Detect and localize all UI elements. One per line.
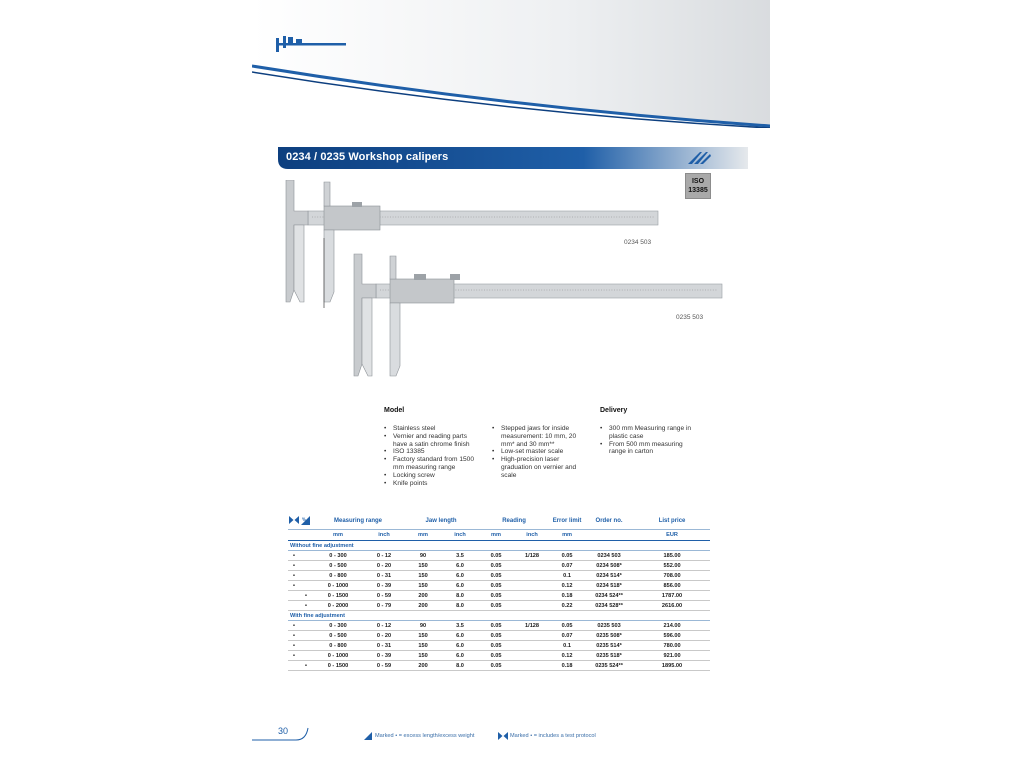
cell-jaw-mm: 150	[404, 561, 442, 571]
cell-price: 708.00	[634, 571, 710, 581]
cell-order: 0235 524**	[584, 661, 634, 671]
col-list-price: List price	[634, 513, 710, 530]
col-error-limit: Error limit	[550, 513, 584, 530]
cell-read-mm: 0.05	[478, 631, 514, 641]
cell-read-inch	[514, 651, 550, 661]
cell-read-mm: 0.05	[478, 571, 514, 581]
cell-inch: 0 - 31	[364, 571, 404, 581]
cell-protocol	[288, 601, 300, 611]
caliper-logo	[274, 34, 350, 56]
cell-protocol	[288, 591, 300, 601]
unit-mm: mm	[478, 530, 514, 541]
table-row	[288, 581, 710, 591]
table-row	[288, 661, 710, 671]
cell-excess: •	[300, 661, 312, 671]
cell-read-inch	[514, 601, 550, 611]
cell-read-inch	[514, 571, 550, 581]
table-group-row	[288, 611, 710, 621]
cell-err: 0.1	[550, 641, 584, 651]
cell-order: 0235 514*	[584, 641, 634, 651]
cell-read-mm: 0.05	[478, 601, 514, 611]
unit-inch: inch	[364, 530, 404, 541]
cell-price: 856.00	[634, 581, 710, 591]
cell-read-mm: 0.05	[478, 561, 514, 571]
cell-read-inch	[514, 631, 550, 641]
cell-jaw-inch: 3.5	[442, 621, 478, 631]
cell-jaw-inch: 3.5	[442, 551, 478, 561]
cell-err: 0.12	[550, 581, 584, 591]
cell-jaw-inch: 8.0	[442, 601, 478, 611]
cell-price: 552.00	[634, 561, 710, 571]
cell-protocol: •	[288, 561, 300, 571]
cell-read-mm: 0.05	[478, 661, 514, 671]
cell-read-inch: 1/128	[514, 551, 550, 561]
table-row	[288, 561, 710, 571]
cell-order: 0234 524**	[584, 591, 634, 601]
model-list-2	[492, 425, 582, 480]
cell-jaw-mm: 150	[404, 631, 442, 641]
cell-jaw-inch: 6.0	[442, 571, 478, 581]
cell-read-mm: 0.05	[478, 651, 514, 661]
cell-read-inch	[514, 591, 550, 601]
list-item: • Stainless steel	[384, 425, 482, 433]
cell-read-mm: 0.05	[478, 591, 514, 601]
cell-read-mm: 0.05	[478, 551, 514, 561]
cell-protocol: •	[288, 641, 300, 651]
page-number-tab	[252, 722, 310, 742]
cell-price: 596.00	[634, 631, 710, 641]
model-heading: Model	[384, 407, 405, 414]
product-code-0234: 0234 503	[624, 239, 652, 246]
cell-err: 0.07	[550, 561, 584, 571]
cell-mm: 0 - 1500	[312, 661, 364, 671]
table-row	[288, 621, 710, 631]
cell-inch: 0 - 31	[364, 641, 404, 651]
cell-read-inch	[514, 661, 550, 671]
cell-jaw-mm: 150	[404, 651, 442, 661]
cell-jaw-inch: 8.0	[442, 591, 478, 601]
cell-protocol: •	[288, 551, 300, 561]
cell-jaw-inch: 6.0	[442, 631, 478, 641]
table-row	[288, 631, 710, 641]
unit-eur: EUR	[634, 530, 710, 541]
col-reading: Reading	[478, 513, 550, 530]
table-row	[288, 651, 710, 661]
cell-read-mm: 0.05	[478, 641, 514, 651]
model-list-1	[384, 425, 482, 487]
cell-mm: 0 - 1000	[312, 581, 364, 591]
cell-order: 0235 518*	[584, 651, 634, 661]
cell-order: 0234 528**	[584, 601, 634, 611]
cell-mm: 0 - 800	[312, 641, 364, 651]
cell-err: 0.22	[550, 601, 584, 611]
iso-badge	[685, 173, 711, 199]
cell-mm: 0 - 500	[312, 561, 364, 571]
group-label: With fine adjustment	[288, 611, 710, 621]
cell-jaw-mm: 200	[404, 661, 442, 671]
unit-mm: mm	[550, 530, 584, 541]
cell-mm: 0 - 300	[312, 551, 364, 561]
cell-excess: •	[300, 591, 312, 601]
footer-note-protocol	[498, 732, 596, 740]
cell-jaw-inch: 6.0	[442, 651, 478, 661]
catalog-page	[252, 0, 770, 768]
cell-excess	[300, 631, 312, 641]
delivery-heading: Delivery	[600, 407, 628, 414]
cell-mm: 0 - 2000	[312, 601, 364, 611]
product-table	[288, 513, 710, 671]
table-row	[288, 641, 710, 651]
excess-length-icon	[300, 513, 312, 530]
cell-read-inch: 1/128	[514, 621, 550, 631]
cell-excess	[300, 651, 312, 661]
cell-jaw-mm: 90	[404, 621, 442, 631]
table-row	[288, 551, 710, 561]
cell-price: 214.00	[634, 621, 710, 631]
unit-inch: inch	[442, 530, 478, 541]
unit-mm: mm	[312, 530, 364, 541]
cell-jaw-mm: 150	[404, 641, 442, 651]
list-item: • Low-set master scale	[492, 448, 582, 456]
cell-excess: •	[300, 601, 312, 611]
cell-jaw-inch: 6.0	[442, 581, 478, 591]
list-item: • Knife points	[384, 480, 482, 488]
brand-chevron-logo	[686, 150, 712, 166]
cell-mm: 0 - 500	[312, 631, 364, 641]
cell-inch: 0 - 20	[364, 631, 404, 641]
cell-order: 0235 508*	[584, 631, 634, 641]
cell-err: 0.18	[550, 661, 584, 671]
cell-jaw-mm: 200	[404, 591, 442, 601]
cell-order: 0234 514*	[584, 571, 634, 581]
table-row	[288, 601, 710, 611]
cell-mm: 0 - 800	[312, 571, 364, 581]
cell-excess	[300, 571, 312, 581]
excess-length-icon	[364, 732, 373, 740]
footer-note-excess	[364, 732, 474, 740]
cell-inch: 0 - 39	[364, 651, 404, 661]
page-title: 0234 / 0235 Workshop calipers	[286, 151, 449, 163]
cell-inch: 0 - 79	[364, 601, 404, 611]
svg-text:%: %	[302, 516, 307, 522]
cell-read-inch	[514, 581, 550, 591]
col-measuring-range: Measuring range	[312, 513, 404, 530]
cell-price: 780.00	[634, 641, 710, 651]
cell-excess	[300, 551, 312, 561]
list-item: • ISO 13385	[384, 448, 482, 456]
footer-note-excess-text: Marked • = excess length/excess weight	[375, 733, 475, 739]
cell-protocol: •	[288, 581, 300, 591]
cell-price: 2616.00	[634, 601, 710, 611]
cell-err: 0.12	[550, 651, 584, 661]
cell-read-mm: 0.05	[478, 581, 514, 591]
cell-price: 185.00	[634, 551, 710, 561]
cell-mm: 0 - 1500	[312, 591, 364, 601]
cell-read-inch	[514, 561, 550, 571]
test-protocol-icon	[288, 513, 300, 530]
cell-inch: 0 - 39	[364, 581, 404, 591]
cell-protocol: •	[288, 631, 300, 641]
table-group-row	[288, 541, 710, 551]
list-item: • Locking screw	[384, 472, 482, 480]
cell-excess	[300, 621, 312, 631]
cell-inch: 0 - 59	[364, 661, 404, 671]
cell-mm: 0 - 300	[312, 621, 364, 631]
cell-read-mm: 0.05	[478, 621, 514, 631]
cell-order: 0234 503	[584, 551, 634, 561]
cell-price: 1787.00	[634, 591, 710, 601]
cell-excess	[300, 581, 312, 591]
cell-protocol: •	[288, 651, 300, 661]
cell-err: 0.05	[550, 551, 584, 561]
cell-mm: 0 - 1000	[312, 651, 364, 661]
cell-protocol: •	[288, 571, 300, 581]
caliper-illustration-0235	[350, 250, 730, 382]
cell-inch: 0 - 12	[364, 551, 404, 561]
list-item: • 300 mm Measuring range in plastic case	[600, 425, 696, 441]
group-label: Without fine adjustment	[288, 541, 710, 551]
header-swoosh	[252, 0, 770, 128]
delivery-list	[600, 425, 696, 456]
cell-err: 0.05	[550, 621, 584, 631]
col-jaw-length: Jaw length	[404, 513, 478, 530]
table-row	[288, 571, 710, 581]
cell-inch: 0 - 59	[364, 591, 404, 601]
cell-jaw-inch: 8.0	[442, 661, 478, 671]
list-item: • From 500 mm measuring range in carton	[600, 441, 696, 457]
col-order-no: Order no.	[584, 513, 634, 530]
cell-order: 0234 508*	[584, 561, 634, 571]
cell-order: 0235 503	[584, 621, 634, 631]
cell-inch: 0 - 12	[364, 621, 404, 631]
cell-excess	[300, 561, 312, 571]
product-code-0235: 0235 503	[676, 314, 704, 321]
cell-jaw-inch: 6.0	[442, 641, 478, 651]
cell-protocol: •	[288, 621, 300, 631]
list-item: • Factory standard from 1500 mm measuring range	[384, 456, 482, 472]
cell-read-inch	[514, 641, 550, 651]
unit-mm: mm	[404, 530, 442, 541]
cell-excess	[300, 641, 312, 651]
cell-jaw-mm: 150	[404, 581, 442, 591]
cell-jaw-mm: 150	[404, 571, 442, 581]
cell-inch: 0 - 20	[364, 561, 404, 571]
table-body	[288, 541, 710, 671]
cell-err: 0.07	[550, 631, 584, 641]
unit-inch: inch	[514, 530, 550, 541]
cell-err: 0.1	[550, 571, 584, 581]
cell-price: 1895.00	[634, 661, 710, 671]
list-item: • Stepped jaws for inside measurement: 10 mm, 20 mm* and 30 mm**	[492, 425, 582, 448]
cell-jaw-mm: 90	[404, 551, 442, 561]
cell-jaw-mm: 200	[404, 601, 442, 611]
footer-note-protocol-text: Marked • = includes a test protocol	[510, 733, 596, 739]
iso-badge-line2: 13385	[688, 187, 708, 194]
table-row	[288, 591, 710, 601]
cell-order: 0234 518*	[584, 581, 634, 591]
list-item: • Vernier and reading parts have a satin chrome finish	[384, 433, 482, 449]
cell-jaw-inch: 6.0	[442, 561, 478, 571]
page-number: 30	[278, 726, 289, 736]
cell-price: 921.00	[634, 651, 710, 661]
cell-err: 0.18	[550, 591, 584, 601]
cell-protocol	[288, 661, 300, 671]
test-protocol-icon	[498, 732, 508, 740]
list-item: • High-precision laser graduation on vernier and scale	[492, 456, 582, 479]
iso-badge-line1: ISO	[691, 178, 705, 185]
